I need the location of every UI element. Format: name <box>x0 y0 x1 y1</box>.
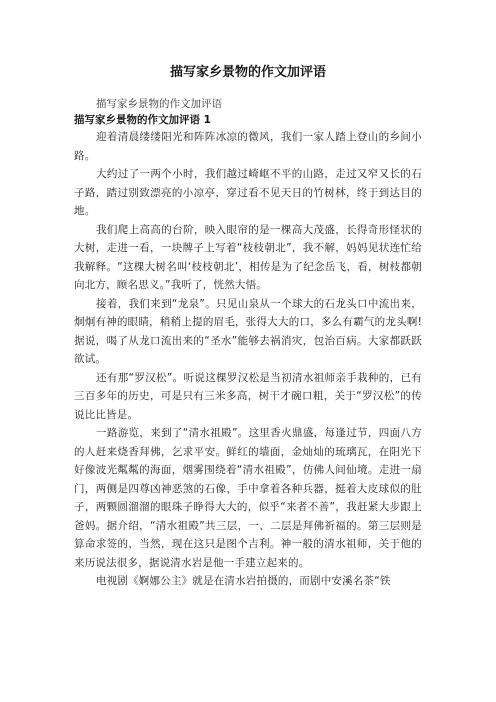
paragraph-2: 大约过了一两个小时，我们越过崎岖不平的山路，走过又窄又长的石子路，踏过别致漂亮的小凉亭，穿过看不见天日的竹树林，终于到达目的地。 <box>74 168 422 217</box>
paragraph-6: 一路游览，来到了“清水祖殿”。这里香火鼎盛，每逢过节，四面八方的人赶来烧香拜佛，乞求平安。鲜红的墙面，金灿灿的琉璃瓦，在阳光下好像波光粼粼的海面，烟雾围绕着“清水祖殿”，仿佛人间仙境。走进一扇门，两侧是四尊凶神恶煞的石像，手中拿着各种兵器，挺着大皮球似的肚子，两颗圆溜溜的眼珠子睁得大大的，似乎“来者不善”，我赶紧大步跟上爸妈。据介绍，“清水祖殿”共三层，一、二层是拜佛祈福的。第三层则是算命求签的，当然，现在这只是图个吉利。神一般的清水祖师，关于他的来历说法很多，据说清水岩是他一手建立起来的。 <box>74 427 422 569</box>
paragraph-7: 电视剧《婀娜公主》就是在清水岩拍摄的，而剧中安溪名茶“铁 <box>96 575 391 587</box>
paragraph-5: 还有那“罗汉松”。听说这棵罗汉松是当初清水祖师亲手栽种的，已有三百多年的历史，可是只有三米多高，树干才碗口粗，关于“罗汉松”的传说比比皆是。 <box>74 371 422 421</box>
paragraph-3: 我们爬上高高的台阶，映入眼帘的是一棵高大茂盛，长得奇形怪状的大树，走进一看，一块牌子上写着“枝枝朝北”，我不解，妈妈见状连忙给我解释。“这棵大树名叫‘枝枝朝北’，相传是为了纪念岳飞，看，树枝都朝向北方，顾名思义。”我听了，恍然大悟。 <box>74 223 422 291</box>
section-heading: 描写家乡景物的作文加评语 1 <box>74 114 211 126</box>
document-title: 描写家乡景物的作文加评语 <box>169 65 326 80</box>
paragraph-1: 迎着清晨缕缕阳光和阵阵冰凉的微风，我们一家人踏上登山的乡间小路。 <box>74 131 422 162</box>
paragraph-4: 接着，我们来到“龙泉”。只见山泉从一个球大的石龙头口中流出来，炯炯有神的眼睛，稍稍上提的眉毛，张得大大的口，多么有霸气的龙头啊!据说，喝了从龙口流出来的“圣水”能够去祸消灾，包治百病。大家都跃跃欲试。 <box>74 297 422 365</box>
document-subtitle: 描写家乡景物的作文加评语 <box>96 98 222 110</box>
